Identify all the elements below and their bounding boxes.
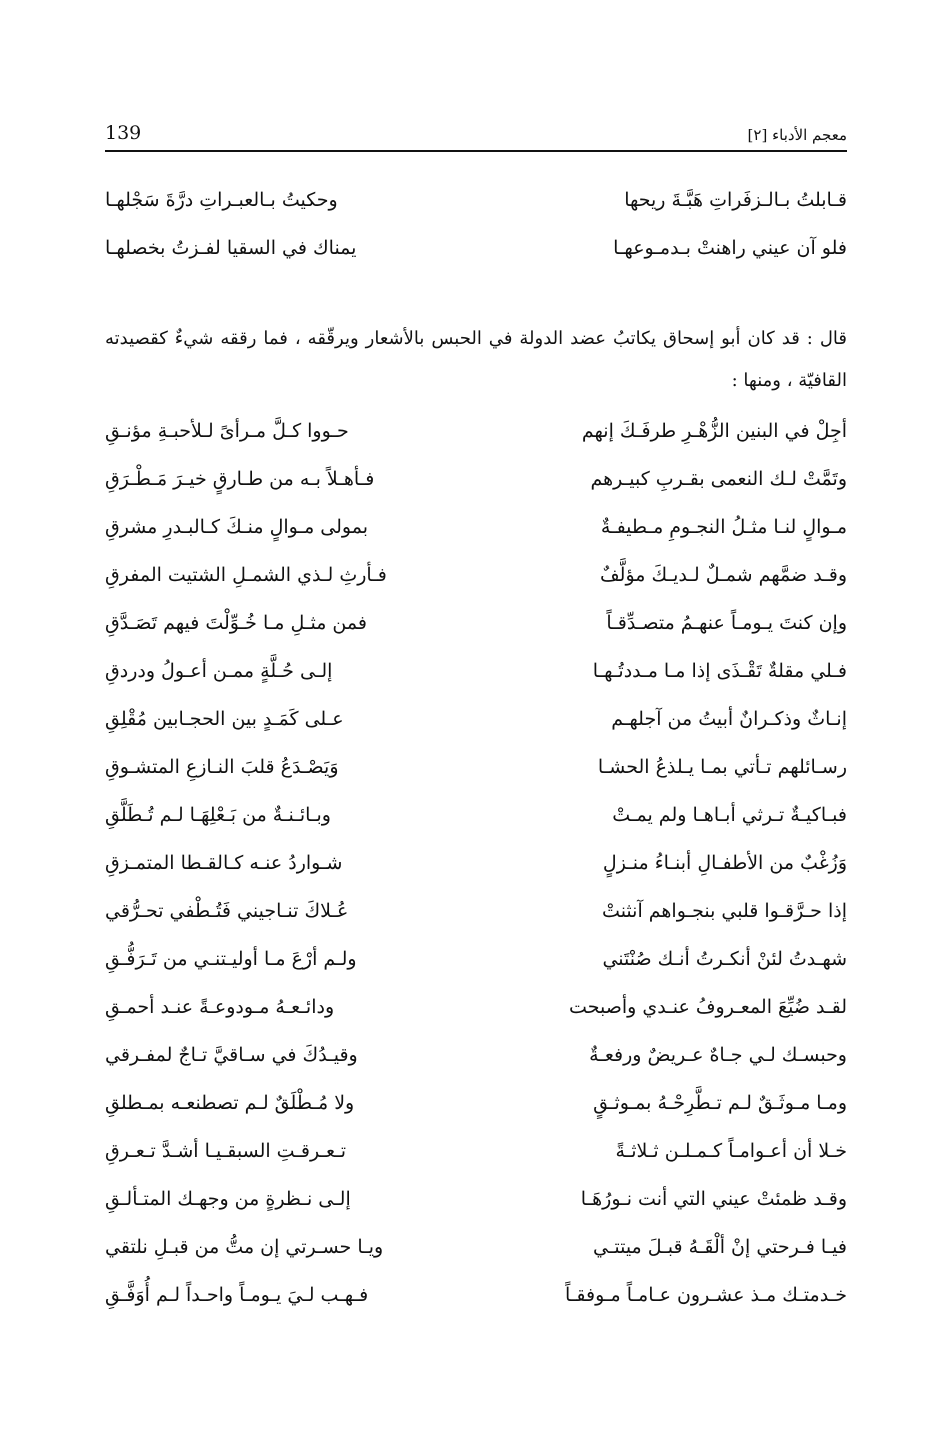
verse-second-hemistich: وبـائـنـةٌ من بَـعْلِهَـا لـم تُـطَلَّقِ (105, 804, 331, 826)
verse-first-hemistich: وَزُغْبٌ من الأطفـالِ أبنـاءُ منـزلٍ (602, 852, 847, 874)
verse-first-hemistich: شهـدتُ لئنْ أنكـرتُ أنـك صُنْتَني (602, 948, 847, 970)
verse-second-hemistich: شـواردُ عنـه كـالقـطا المتمـزقِ (105, 852, 343, 874)
verse-first-hemistich: خـدمتـك مـذ عشـرون عـامـاً مـوفقـاً (565, 1284, 847, 1306)
poem-verse (105, 983, 847, 1031)
verse-first-hemistich: وإن كنتَ يـومـاً عنهـمُ متصـدِّقـاً (606, 612, 847, 634)
poem-verse (105, 1079, 847, 1127)
verse-first-hemistich: وتَمَّتْ لـك النعمى بقـربِ كبيـرهم (590, 468, 847, 490)
poem-verse (105, 839, 847, 887)
verse-second-hemistich: وحكيتُ بـالعبـراتِ درَّةَ سَجْلهـا (105, 189, 338, 211)
opening-verse (105, 224, 847, 272)
verse-first-hemistich: رسـائلهم تـأتي بمـا يـلذعُ الحشـا (597, 756, 847, 778)
verse-second-hemistich: فمن مثـلِ مـا خُـوِّلْتَ فيهم تَصَـدَّقِ (105, 612, 367, 634)
poem-verse (105, 1271, 847, 1319)
poem-verse (105, 1175, 847, 1223)
verse-first-hemistich: إنـاثٌ وذكـرانٌ أبيتُ من آجلهـم (611, 708, 847, 730)
verse-second-hemistich: ودائـعـهُ مـودوعـةً عنـد أحمـقِ (105, 996, 335, 1018)
verse-second-hemistich: يمناك في السقيا لفـزتُ بخصلهـا (105, 237, 357, 259)
verse-first-hemistich: وحبسـك لـي جـاهٌ عـريضٌ ورفعـةٌ (589, 1044, 847, 1066)
verse-first-hemistich: قـابلتُ بـالـزفَراتِ هَبَّـةَ ريحها (624, 189, 847, 211)
verse-first-hemistich: فيـا فـرحتي إنْ ألْقَـهُ قبـلَ ميتتـي (592, 1236, 847, 1258)
verse-first-hemistich: فـلي مقلةٌ تَقْـذَى إذا مـا مـددتُـهـا (592, 660, 847, 682)
poem-verse (105, 1127, 847, 1175)
poem-verse (105, 551, 847, 599)
poem-verse (105, 743, 847, 791)
verse-second-hemistich: ولـم أرْعَ مـا أوليـتنـي من تَـرَفُّـقِ (105, 948, 357, 970)
verse-first-hemistich: وقـد ظمئتْ عيني التي أنت نـورُهَـا (580, 1188, 847, 1210)
poem-verse (105, 1031, 847, 1079)
verse-second-hemistich: حـووا كـلَّ مـرأىً لـلأحبـةِ مؤنـقِ (105, 420, 349, 442)
verse-first-hemistich: خـلا أن أعـوامـاً كـمـلـن ثـلاثـةً (615, 1140, 847, 1162)
header-rule (105, 150, 847, 152)
poem-verse (105, 695, 847, 743)
verse-second-hemistich: ولا مُـطْلَقٌ لـم تصطنعـه بمـطلقِ (105, 1092, 355, 1114)
verse-second-hemistich: فـأرثِ لـذي الشمـلِ الشتيت المفرقِ (105, 564, 387, 586)
verse-first-hemistich: وقـد ضمَّهم شمـلٌ لـديـكَ مؤلَّفٌ (600, 564, 847, 586)
poem-verse (105, 1223, 847, 1271)
poem-verse (105, 887, 847, 935)
verse-second-hemistich: تـعـرقـتِ السبقـيـا أشـدَّ تـعـرقِ (105, 1140, 347, 1162)
poem-verse (105, 791, 847, 839)
poem-verse (105, 407, 847, 455)
verse-second-hemistich: فـهـب لـيَ يـومـاً واحـداً لـم أُوَفَّـقِ (105, 1284, 369, 1306)
verse-first-hemistich: ومـا مـوثَـقٌ لـم تـطَّرِحْـهُ بمـوثـقٍ (593, 1092, 847, 1114)
verse-first-hemistich: لقـد ضُيِّعَ المعـروفُ عنـدي وأصبحت (569, 996, 847, 1018)
prose-paragraph: قال : قد كان أبو إسحاق يكاتبُ عضد الدولة في الحبس بالأشعار ويرقّقه ، فما رققه شيءٌ كقصيدته القافيّة ، ومنها : (105, 328, 847, 391)
poem-verse (105, 935, 847, 983)
verse-second-hemistich: إلـى حُـلَّةٍ ممـن أعـولُ ودردقِ (105, 660, 333, 682)
page-header (105, 118, 847, 152)
running-title: معجم الأدباء [٢] (747, 126, 847, 144)
verse-second-hemistich: إلـى نـظرةٍ من وجهـك المتـألـقِ (105, 1188, 351, 1210)
verse-second-hemistich: وقيـدُكَ في سـاقيَّ تـاجٌ لمفـرقي (105, 1044, 358, 1066)
page-number: 139 (105, 122, 142, 144)
verse-second-hemistich: وَيَصْـدَعُ قلبَ النـازعِ المتشـوقِ (105, 756, 339, 778)
opening-verse (105, 176, 847, 224)
verse-first-hemistich: إذا حـرَّقـوا قلبي بنجـواهم آنثنتْ (602, 900, 847, 922)
verse-second-hemistich: عـلى كَمَـدٍ بين الحجـابين مُقْلِقِ (105, 708, 344, 730)
verse-second-hemistich: ويـا حسـرتي إن متُّ من قبـلِ نلتقي (105, 1236, 384, 1258)
verse-first-hemistich: أجِلْ في البنين الزُّهْـرِ طرفَـكَ إنهم (581, 420, 847, 442)
poem-verse (105, 647, 847, 695)
verse-second-hemistich: فـأهـلاً بـه من طـارقٍ خيـرَ مَـطْـرَقِ (105, 468, 375, 490)
poem-verse (105, 503, 847, 551)
verse-second-hemistich: عُـلاكَ تنـاجيني فَتُـطْفي تحـرُّقي (105, 900, 349, 922)
poem-verse (105, 455, 847, 503)
verse-first-hemistich: فلو آن عيني راهنتْ بـدمـوعهـا (613, 237, 847, 259)
verse-first-hemistich: مـوالٍ لنـا مثـلُ النجـومِ مـطيفـةٌ (600, 516, 847, 538)
verse-first-hemistich: فبـاكيـةٌ تـرثي أبـاهـا ولم يمـتْ (612, 804, 847, 826)
verse-second-hemistich: بمولى مـوالٍ منـكَ كـالبـدرِ مشرقِ (105, 516, 368, 538)
poem-verse (105, 599, 847, 647)
